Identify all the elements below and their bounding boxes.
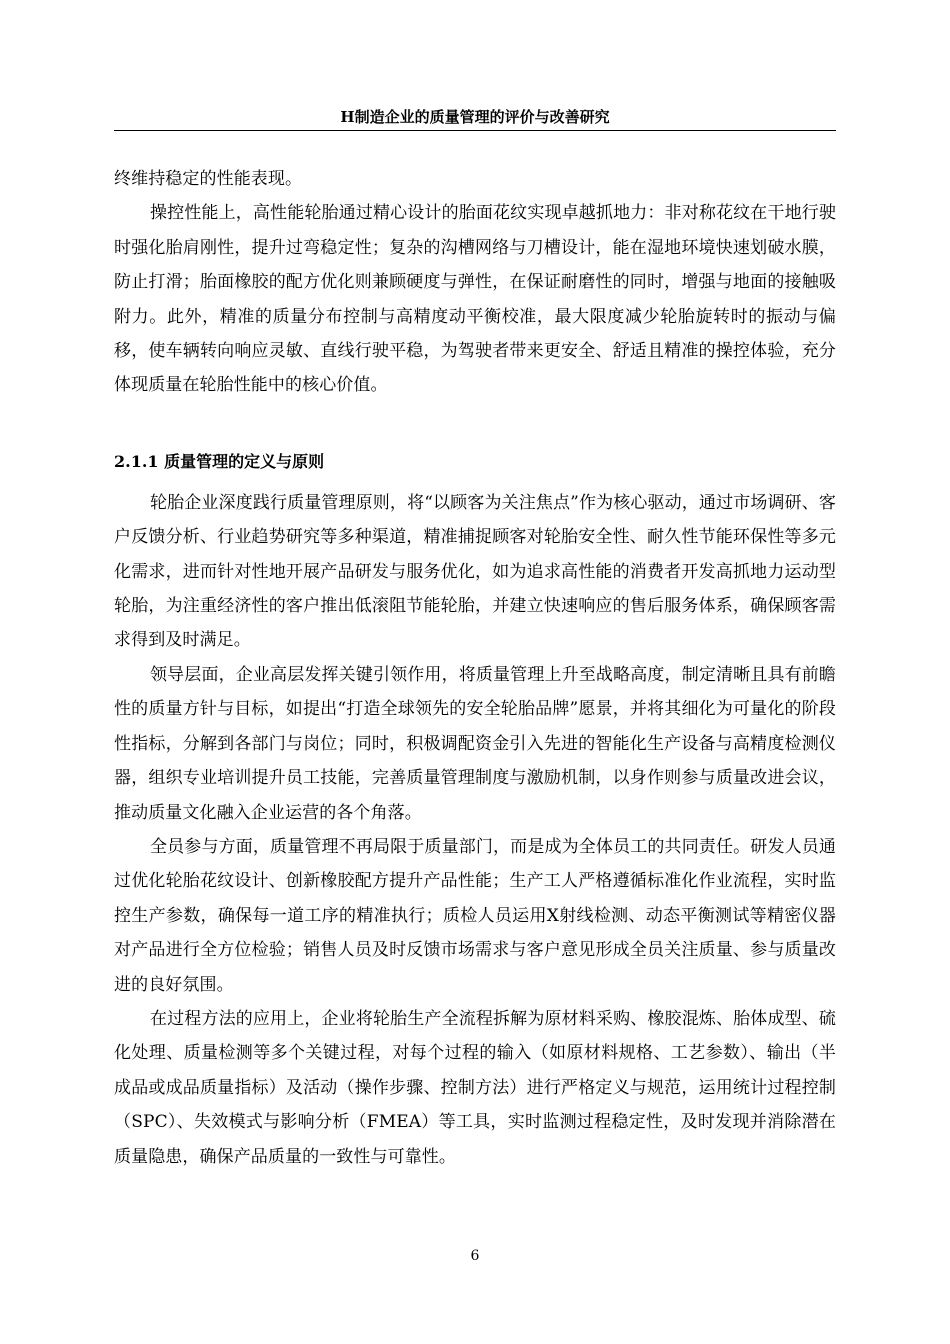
paragraph-customer-focus: 轮胎企业深度践行质量管理原则，将“以顾客为关注焦点”作为核心驱动，通过市场调研、客户反馈分析、行业趋势研究等多种渠道，精准捕捉顾客对轮胎安全性、耐久性节能环保性等多元化需求，进而针对性地开展产品研发与服务优化，如为追求高性能的消费者开发高抓地力运动型轮胎，为注重经济性的客户推出低滚阻节能轮胎，并建立快速响应的售后服务体系，确保顾客需求得到及时满足。 xyxy=(114,492,836,651)
body-text xyxy=(114,162,836,1174)
section-heading: 2.1.1 质量管理的定义与原则 xyxy=(114,451,325,471)
paragraph-handling-performance: 操控性能上，高性能轮胎通过精心设计的胎面花纹实现卓越抓地力：非对称花纹在干地行驶时强化胎肩刚性，提升过弯稳定性；复杂的沟槽网络与刀槽设计，能在湿地环境快速划破水膜，防止打滑；胎面橡胶的配方优化则兼顾硬度与弹性，在保证耐磨性的同时，增强与地面的接触吸附力。此外，精准的质量分布控制与高精度动平衡校准，最大限度减少轮胎旋转时的振动与偏移，使车辆转向响应灵敏、直线行驶平稳，为驾驶者带来更安全、舒适且精准的操控体验，充分体现质量在轮胎性能中的核心价值。 xyxy=(114,203,836,396)
paragraph-process-approach: 在过程方法的应用上，企业将轮胎生产全流程拆解为原材料采购、橡胶混炼、胎体成型、硫化处理、质量检测等多个关键过程，对每个过程的输入（如原材料规格、工艺参数）、输出（半成品或成品质量指标）及活动（操作步骤、控制方法）进行严格定义与规范，运用统计过程控制（SPC）、失效模式与影响分析（FMEA）等工具，实时监测过程稳定性，及时发现并消除潜在质量隐患，确保产品质量的一致性与可靠性。 xyxy=(114,1008,836,1167)
page-number: 6 xyxy=(470,1248,480,1264)
paragraph-leadership: 领导层面，企业高层发挥关键引领作用，将质量管理上升至战略高度，制定清晰且具有前瞻性的质量方针与目标，如提出“打造全球领先的安全轮胎品牌”愿景，并将其细化为可量化的阶段性指标，分解到各部门与岗位；同时，积极调配资金引入先进的智能化生产设备与高精度检测仪器，组织专业培训提升员工技能，完善质量管理制度与激励机制，以身作则参与质量改进会议，推动质量文化融入企业运营的各个角落。 xyxy=(114,664,836,823)
running-header-title: H制造企业的质量管理的评价与改善研究 xyxy=(340,108,610,126)
paragraph-continuation: 终维持稳定的性能表现。 xyxy=(114,169,303,189)
header-divider xyxy=(114,130,836,131)
paragraph-employee-engagement: 全员参与方面，质量管理不再局限于质量部门，而是成为全体员工的共同责任。研发人员通过优化轮胎花纹设计、创新橡胶配方提升产品性能；生产工人严格遵循标准化作业流程，实时监控生产参数，确保每一道工序的精准执行；质检人员运用X射线检测、动态平衡测试等精密仪器对产品进行全方位检验；销售人员及时反馈市场需求与客户意见形成全员关注质量、参与质量改进的良好氛围。 xyxy=(114,836,836,995)
